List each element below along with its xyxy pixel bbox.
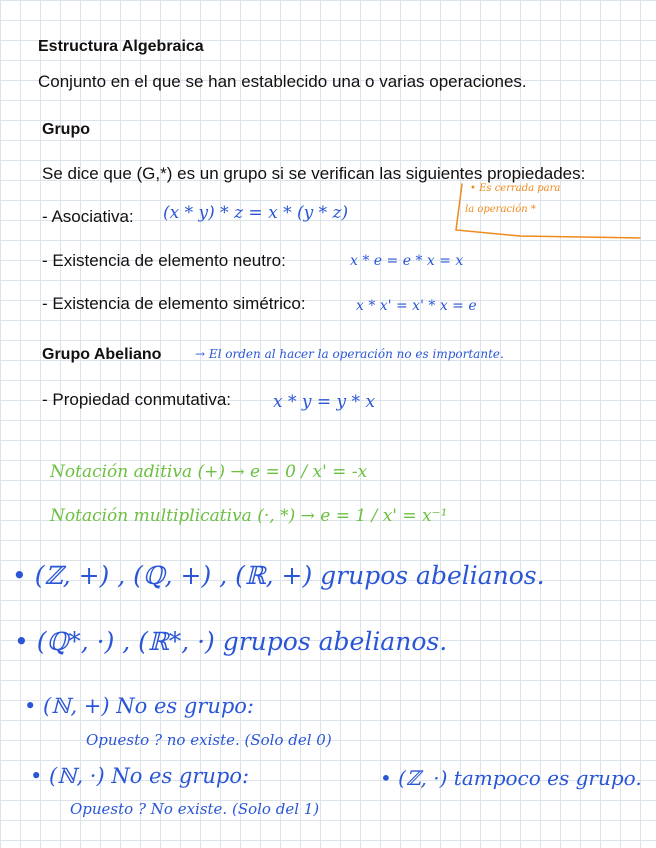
abeliano-note: → El orden al hacer la operación no es importante. [195, 347, 504, 361]
conmutativa-label: - Propiedad conmutativa: [42, 390, 231, 409]
grupo-intro: Se dice que (G,*) es un grupo si se verifican las siguientes propiedades: [42, 164, 586, 183]
page-heading: Estructura Algebraica [38, 38, 204, 55]
abeliano-title: Grupo Abeliano [42, 346, 162, 363]
ejemplo-line-3b: Opuesto ? no existe. (Solo del 0) [86, 731, 332, 749]
definition-text: Conjunto en el que se han establecido una o varias operaciones. [38, 72, 527, 91]
grupo-title: Grupo [42, 121, 90, 138]
ejemplo-line-1: • (ℤ, +) , (ℚ, +) , (ℝ, +) grupos abelianos. [12, 561, 545, 590]
asociativa-handwriting: (x * y) * z = x * (y * z) [163, 203, 349, 223]
simetrico-label: - Existencia de elemento simétrico: [42, 294, 306, 313]
notacion-multiplicativa: Notación multiplicativa (·, *) → e = 1 / x' = x⁻¹ [50, 506, 448, 526]
ejemplo-line-3: • (ℕ, +) No es grupo: [24, 694, 255, 718]
neutro-handwriting: x * e = e * x = x [350, 253, 464, 269]
side-note-line-2: la operación * [465, 204, 536, 215]
ejemplo-line-4: • (ℕ, ·) No es grupo: [30, 764, 250, 788]
conmutativa-handwriting: x * y = y * x [273, 392, 376, 412]
simetrico-handwriting: x * x' = x' * x = e [356, 298, 477, 314]
side-note-line-1: • Es cerrada para [470, 183, 561, 194]
ejemplo-line-2: • (ℚ*, ·) , (ℝ*, ·) grupos abelianos. [14, 627, 448, 656]
notacion-aditiva: Notación aditiva (+) → e = 0 / x' = -x [50, 462, 368, 482]
ejemplo-line-5: • (ℤ, ·) tampoco es grupo. [380, 766, 642, 790]
ejemplo-line-4b: Opuesto ? No existe. (Solo del 1) [70, 800, 320, 818]
asociativa-label: - Asociativa: [42, 207, 134, 226]
neutro-label: - Existencia de elemento neutro: [42, 251, 286, 270]
